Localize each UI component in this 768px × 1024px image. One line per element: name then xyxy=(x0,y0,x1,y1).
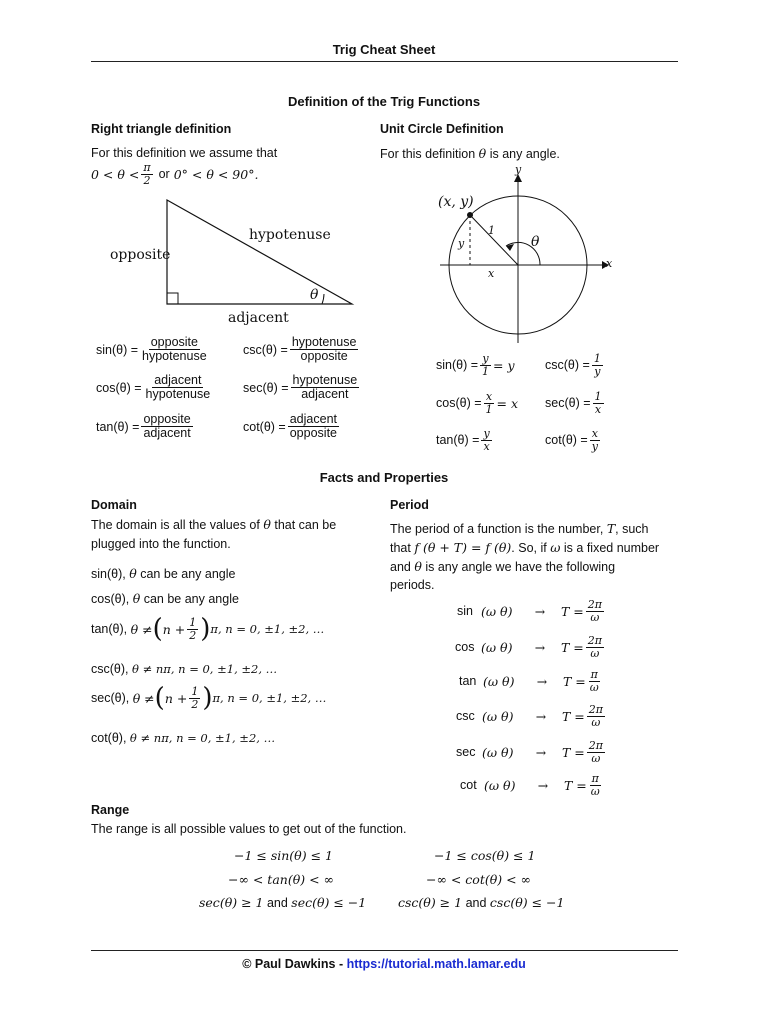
def-sin-opp-hyp: sin(θ) = $\frac{\text{opposite}}{\text{hypotenuse}}$ xyxy=(96,335,207,364)
hypotenuse-label: hypotenuse xyxy=(249,227,331,243)
domain-sec: sec(θ), θ ≠ ( n + $\frac{1}{2}$ ) π, n = 0, ±1, ±2, … xyxy=(91,683,327,713)
def-sin-unit: sin(θ) = $\frac{y}{1}$ = y xyxy=(436,352,515,378)
y-length-label: y xyxy=(458,237,465,250)
def-cot-adj-opp: cot(θ) = $\frac{\text{adjacent}}{\text{opposite}}$ xyxy=(243,412,337,441)
condition-or: or xyxy=(158,167,170,182)
period-text-line2: that f (θ + T) = f (θ). So, if ω is a fixed number xyxy=(390,540,660,555)
right-triangle-heading: Right triangle definition xyxy=(91,122,232,136)
footer-rule xyxy=(91,950,678,951)
range-cot: −∞ < cot(θ) < ∞ xyxy=(426,872,531,887)
footer-author: © Paul Dawkins - xyxy=(242,957,344,971)
domain-csc: csc(θ), θ ≠ nπ, n = 0, ±1, ±2, … xyxy=(91,662,278,676)
def-sec-hyp-adj: sec(θ) = $\frac{\text{hypotenuse}}{\text{adjacent}}$ xyxy=(243,373,358,402)
range-text: The range is all possible values to get out of the function. xyxy=(91,822,407,836)
def-csc-unit: csc(θ) = $\frac{1}{y}$ xyxy=(545,352,601,378)
point-on-circle xyxy=(467,212,473,218)
section-title-facts: Facts and Properties xyxy=(319,470,449,485)
condition-inequality-a: 0 < θ < xyxy=(91,166,140,182)
radius-line xyxy=(470,215,518,265)
domain-tan: tan(θ), θ ≠ ( n + $\frac{1}{2}$ ) π, n = 0, ±1, ±2, … xyxy=(91,614,325,644)
domain-heading: Domain xyxy=(91,498,137,512)
page-header-title: Trig Cheat Sheet xyxy=(332,42,436,57)
range-tan: −∞ < tan(θ) < ∞ xyxy=(228,872,334,887)
def-cot-unit: cot(θ) = $\frac{x}{y}$ xyxy=(545,427,598,453)
period-row-sin: sin (ω θ) → T = $\frac{2\pi}{\omega}$ xyxy=(457,598,603,624)
triangle-shape xyxy=(167,200,352,304)
period-text-line1: The period of a function is the number, T, such xyxy=(390,521,649,536)
range-sin: −1 ≤ sin(θ) ≤ 1 xyxy=(234,848,333,863)
period-row-csc: csc (ω θ) → T = $\frac{2\pi}{\omega}$ xyxy=(456,703,604,729)
period-heading: Period xyxy=(390,498,429,512)
def-tan-unit: tan(θ) = $\frac{y}{x}$ xyxy=(436,427,490,453)
triangle-theta-label: θ xyxy=(310,287,319,303)
adjacent-label: adjacent xyxy=(228,310,289,326)
range-csc: csc(θ) ≥ 1 and csc(θ) ≤ −1 xyxy=(398,895,565,910)
period-row-cot: cot (ω θ) → T = $\frac{\pi}{\omega}$ xyxy=(460,772,600,798)
period-text-line3: and θ is any angle we have the following xyxy=(390,559,616,574)
x-axis-label: x xyxy=(606,257,613,270)
period-row-sec: sec (ω θ) → T = $\frac{2\pi}{\omega}$ xyxy=(456,739,604,765)
def-csc-hyp-opp: csc(θ) = $\frac{\text{hypotenuse}}{\text{opposite}}$ xyxy=(243,335,357,364)
domain-sin: sin(θ), θ can be any angle xyxy=(91,566,236,581)
period-text-line4: periods. xyxy=(390,578,435,592)
y-axis-label: y xyxy=(515,163,522,176)
footer-link[interactable]: https://tutorial.math.lamar.edu xyxy=(346,957,526,971)
radius-label: 1 xyxy=(488,224,495,237)
domain-cot: cot(θ), θ ≠ nπ, n = 0, ±1, ±2, … xyxy=(91,731,276,745)
def-sec-unit: sec(θ) = $\frac{1}{x}$ xyxy=(545,390,602,416)
circle-theta-label: θ xyxy=(531,234,540,250)
range-heading: Range xyxy=(91,803,130,817)
period-row-cos: cos (ω θ) → T = $\frac{2\pi}{\omega}$ xyxy=(455,634,603,660)
unit-circle-intro: For this definition θ is any angle. xyxy=(380,146,560,161)
point-label: (x, y) xyxy=(438,194,474,210)
right-angle-marker xyxy=(167,293,178,304)
domain-text-line1: The domain is all the values of θ that can be xyxy=(91,517,337,532)
angle-arc xyxy=(322,294,324,304)
condition-inequality-b: 0° < θ < 90°. xyxy=(173,166,259,182)
range-sec: sec(θ) ≥ 1 and sec(θ) ≤ −1 xyxy=(199,895,367,910)
section-title-definitions: Definition of the Trig Functions xyxy=(287,94,481,109)
footer xyxy=(0,957,768,971)
pi-over-two: $\frac{\pi}{2}$ xyxy=(143,161,151,187)
unit-circle-heading: Unit Circle Definition xyxy=(380,122,504,136)
right-triangle-condition xyxy=(91,162,258,186)
domain-cos: cos(θ), θ can be any angle xyxy=(91,591,239,606)
def-cos-unit: cos(θ) = $\frac{x}{1}$ = x xyxy=(436,390,519,416)
domain-text-line2: plugged into the function. xyxy=(91,537,231,551)
header-rule xyxy=(91,61,678,62)
right-triangle-intro: For this definition we assume that xyxy=(91,146,278,160)
x-length-label: x xyxy=(488,267,495,280)
range-cos: −1 ≤ cos(θ) ≤ 1 xyxy=(434,848,536,863)
def-tan-opp-adj: tan(θ) = $\frac{\text{opposite}}{\text{adjacent}}$ xyxy=(96,412,191,441)
opposite-label: opposite xyxy=(110,247,171,263)
def-cos-adj-hyp: cos(θ) = $\frac{\text{adjacent}}{\text{hypotenuse}}$ xyxy=(96,373,211,402)
period-row-tan: tan (ω θ) → T = $\frac{\pi}{\omega}$ xyxy=(459,668,599,694)
